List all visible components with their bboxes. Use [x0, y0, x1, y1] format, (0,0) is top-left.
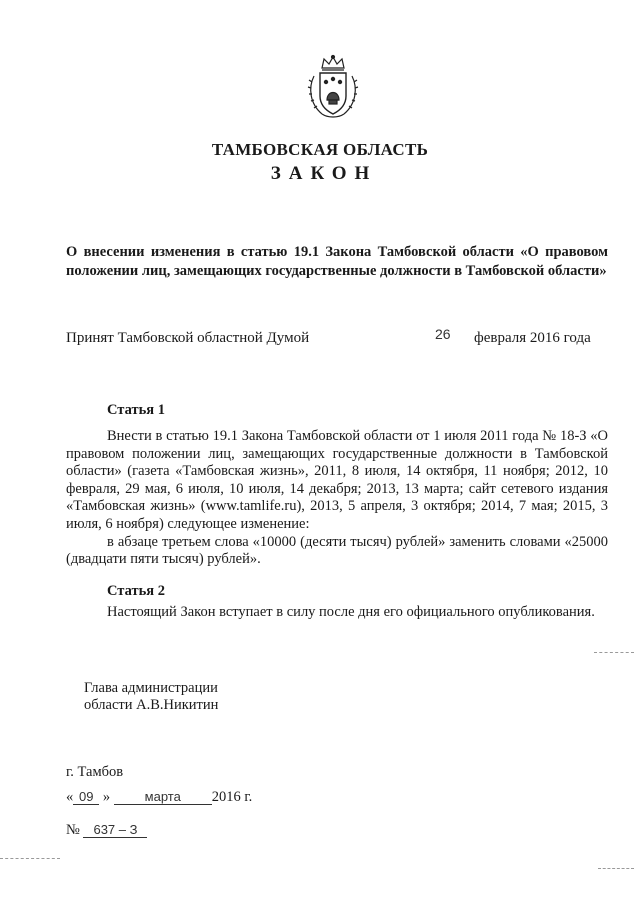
number-prefix: № [66, 822, 80, 838]
adoption-day: 26 [435, 326, 451, 342]
article-2-body [66, 604, 608, 622]
adoption-line [66, 326, 608, 347]
signing-year: 2016 г. [211, 789, 253, 805]
adoption-month-year: февраля 2016 года [474, 330, 591, 346]
article-1-paragraph-1: Внести в статью 19.1 Закона Тамбовской области от 1 июля 2011 года № 18-З «О правовом положении лиц, замещающих государственные должности в Тамбовской области» (газета «Тамбовская жизнь», 2011, 8 июля, 14 октября, 11 ноября; 2012, 10 февраля, 29 мая, 6 июля, 10 июля, 14 декабря; 2013, 13 марта; сайт сетевого издания «Тамбовская жизнь» (www.tamlife.ru), 2013, 5 апреля, 3 октября; 2014, 7 мая; 2015, 3 июля, 6 ноября) следующее изменение: [66, 428, 608, 532]
article-2-paragraph: Настоящий Закон вступает в силу после дня его официального опубликования. [107, 604, 595, 620]
signature-name: области А.В.Никитин [84, 697, 219, 713]
article-1-body [66, 428, 608, 569]
document-type-title: ЗАКОН [270, 163, 378, 184]
region-title: ТАМБОВСКАЯ ОБЛАСТЬ [211, 140, 429, 159]
adoption-text: Принят Тамбовской областной Думой [66, 330, 310, 346]
article-2-heading: Статья 2 [107, 583, 165, 599]
tambov-coat-of-arms-icon [304, 54, 362, 120]
signing-day: 09 [73, 790, 99, 805]
scan-artifact [0, 858, 60, 859]
law-subject: О внесении изменения в статью 19.1 Закона Тамбовской области «О правовом положении лиц, замещающих государственные должности в Тамбовской области» [66, 244, 608, 279]
scan-artifact [594, 652, 634, 653]
date-open-quote: « [66, 789, 74, 805]
article-1-paragraph-2: в абзаце третьем слова «10000 (десяти тысяч) рублей» заменить словами «25000 (двадцати пяти тысяч) рублей». [66, 533, 608, 568]
city: г. Тамбов [66, 764, 124, 780]
date-close-quote: » [102, 789, 111, 805]
signature-position: Глава администрации [84, 680, 218, 696]
signature-block [84, 680, 218, 714]
scan-artifact [598, 868, 634, 869]
law-number [66, 822, 147, 839]
number-value: 637 – З [83, 823, 147, 838]
signing-date [66, 789, 252, 806]
article-1-heading: Статья 1 [107, 402, 165, 418]
signing-month: марта [114, 790, 212, 805]
